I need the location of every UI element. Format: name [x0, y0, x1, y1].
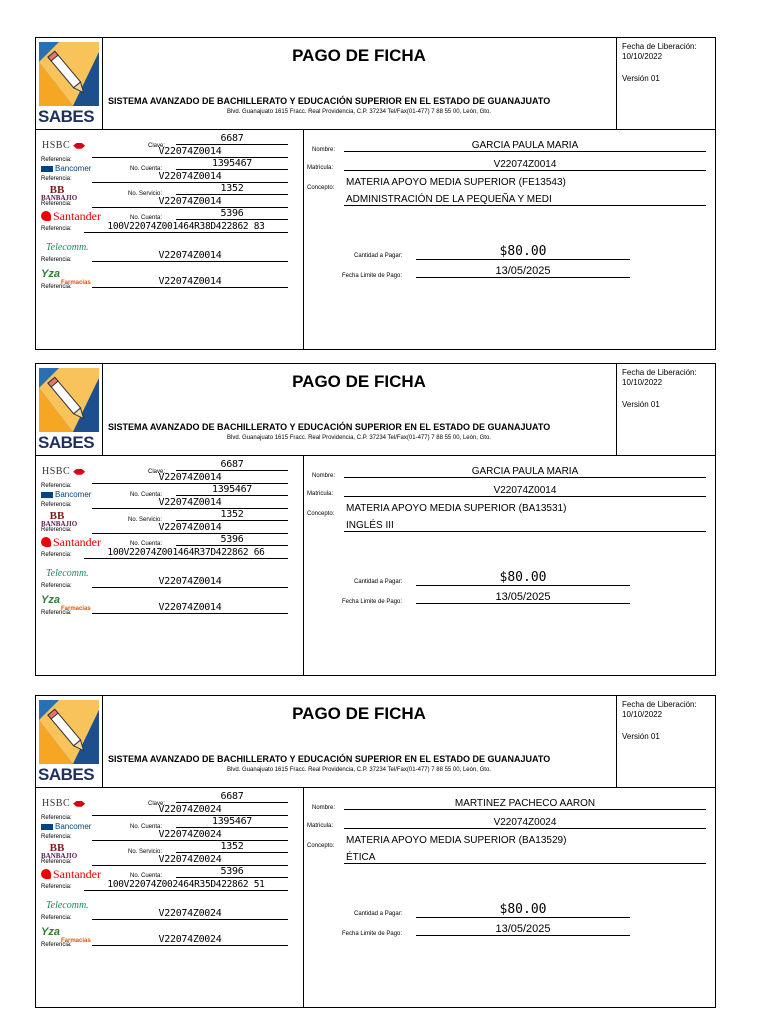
santander-reference: 100V22074Z001464R38D422862 83 [84, 221, 288, 233]
fecha-limite-label: Fecha Limite de Pago: [342, 273, 403, 279]
bancomer-reference: V22074Z0014 [92, 497, 288, 509]
bancomer-account: 1395467 [176, 158, 288, 170]
banbajio-logo: BB BANBAJIO [41, 842, 78, 860]
organization-name: SISTEMA AVANZADO DE BACHILLERATO Y EDUCACIÓN SUPERIOR EN EL ESTADO DE GUANAJUATO [108, 422, 551, 432]
referencia-label: Referencia: [41, 284, 72, 290]
page-title: PAGO DE FICHA [292, 372, 426, 391]
no-servicio-label: No. Servicio: [128, 191, 163, 197]
student-name: MARTINEZ PACHECO AARON [344, 798, 706, 810]
payment-slip [35, 37, 716, 350]
referencia-label: Referencia: [41, 527, 72, 533]
sabes-logo [36, 696, 103, 787]
yza-reference: V22074Z0014 [92, 276, 288, 288]
no-servicio-label: No. Servicio: [128, 849, 163, 855]
student-name: GARCIA PAULA MARIA [344, 140, 706, 152]
pencil-logo-icon [39, 700, 99, 764]
telecomm-logo: Telecomm. [46, 900, 89, 911]
bank-references-panel [36, 788, 304, 1007]
logo-text: SABES [38, 107, 95, 126]
payment-deadline: 13/05/2025 [416, 591, 630, 604]
organization-address: Blvd. Guanajuato 1615 Fracc. Real Providencia, C.P. 37234 Tel/Fax(01-477) 7 88 55 00, León, Gto. [227, 109, 491, 115]
nombre-label: Nombre: [312, 473, 336, 479]
bbva-icon [41, 492, 53, 498]
no-cuenta-label: No. Cuenta: [130, 873, 163, 879]
pencil-logo-icon [39, 42, 99, 106]
bank-references-panel [36, 456, 304, 675]
santander-flame-icon [41, 537, 51, 547]
hsbc-reference: V22074Z0014 [92, 146, 288, 158]
banbajio-service: 1352 [176, 509, 288, 521]
student-name: GARCIA PAULA MARIA [344, 466, 706, 478]
release-info [616, 364, 715, 455]
student-id: V22074Z0014 [344, 159, 706, 171]
clave-value: 6687 [176, 459, 288, 471]
no-cuenta-label: No. Cuenta: [130, 824, 163, 830]
bancomer-logo: Bancomer [41, 822, 91, 831]
referencia-label: Referencia: [41, 552, 72, 558]
banbajio-reference: V22074Z0024 [92, 854, 288, 866]
amount-due: $80.00 [416, 570, 630, 586]
cantidad-label: Cantidad a Pagar: [354, 579, 403, 585]
matricula-label: Matricula: [307, 823, 334, 829]
banbajio-logo: BB BANBAJIO [41, 510, 78, 528]
page-title: PAGO DE FICHA [292, 46, 426, 65]
pencil-logo-icon [39, 368, 99, 432]
release-date: 10/10/2022 [622, 52, 663, 61]
payment-deadline: 13/05/2025 [416, 265, 630, 278]
referencia-label: Referencia: [41, 583, 72, 589]
bank-references-panel [36, 130, 304, 349]
bancomer-account: 1395467 [176, 816, 288, 828]
amount-due: $80.00 [416, 244, 630, 260]
referencia-label: Referencia: [41, 915, 72, 921]
banbajio-reference: V22074Z0014 [92, 522, 288, 534]
referencia-label: Referencia: [41, 884, 72, 890]
clave-label: Clave: [148, 469, 166, 475]
bancomer-logo: Bancomer [41, 490, 91, 499]
santander-logo: Santander [41, 209, 101, 224]
bancomer-reference: V22074Z0014 [92, 171, 288, 183]
organization-name: SISTEMA AVANZADO DE BACHILLERATO Y EDUCACIÓN SUPERIOR EN EL ESTADO DE GUANAJUATO [108, 754, 551, 764]
version-label: Versión 01 [622, 732, 660, 741]
santander-flame-icon [41, 869, 51, 879]
yza-logo: Yza Farmacias [41, 926, 91, 944]
version-label: Versión 01 [622, 74, 660, 83]
no-cuenta-label: No. Cuenta: [130, 492, 163, 498]
santander-account: 5396 [176, 534, 288, 546]
sabes-logo [36, 38, 103, 129]
banbajio-service: 1352 [176, 183, 288, 195]
release-info [616, 38, 715, 129]
concepto-label: Concepto: [307, 185, 335, 191]
cantidad-label: Cantidad a Pagar: [354, 911, 403, 917]
clave-label: Clave: [148, 143, 166, 149]
hsbc-reference: V22074Z0024 [92, 804, 288, 816]
fecha-limite-label: Fecha Limite de Pago: [342, 931, 403, 937]
hsbc-hexagon-icon [73, 143, 85, 149]
concepto-label: Concepto: [307, 843, 335, 849]
release-info [616, 696, 715, 787]
concepto-line-1: MATERIA APOYO MEDIA SUPERIOR (FE13543) [346, 177, 566, 188]
slip-header [36, 38, 715, 130]
no-servicio-label: No. Servicio: [128, 517, 163, 523]
no-cuenta-label: No. Cuenta: [130, 541, 163, 547]
slip-header [36, 696, 715, 788]
clave-value: 6687 [176, 133, 288, 145]
student-info-panel [304, 130, 715, 349]
bancomer-logo: Bancomer [41, 164, 91, 173]
referencia-label: Referencia: [41, 257, 72, 263]
student-info-panel [304, 788, 715, 1007]
telecomm-reference: V22074Z0014 [92, 576, 288, 588]
bancomer-account: 1395467 [176, 484, 288, 496]
clave-label: Clave: [148, 801, 166, 807]
slip-header [36, 364, 715, 456]
hsbc-hexagon-icon [73, 801, 85, 807]
yza-logo: Yza Farmacias [41, 268, 91, 286]
referencia-label: Referencia: [41, 157, 72, 163]
no-cuenta-label: No. Cuenta: [130, 215, 163, 221]
telecomm-logo: Telecomm. [46, 568, 89, 579]
student-id: V22074Z0024 [344, 817, 706, 829]
matricula-label: Matricula: [307, 165, 334, 171]
organization-address: Blvd. Guanajuato 1615 Fracc. Real Providencia, C.P. 37234 Tel/Fax(01-477) 7 88 55 00, León, Gto. [227, 767, 491, 773]
banbajio-reference: V22074Z0014 [92, 196, 288, 208]
organization-address: Blvd. Guanajuato 1615 Fracc. Real Providencia, C.P. 37234 Tel/Fax(01-477) 7 88 55 00, León, Gto. [227, 435, 491, 441]
telecomm-logo: Telecomm. [46, 242, 89, 253]
referencia-label: Referencia: [41, 859, 72, 865]
santander-account: 5396 [176, 866, 288, 878]
santander-reference: 100V22074Z002464R35D422862 51 [84, 879, 288, 891]
bbva-icon [41, 166, 53, 172]
hsbc-logo: HSBC [42, 798, 85, 809]
referencia-label: Referencia: [41, 502, 72, 508]
concepto-line-2: ADMINISTRACIÓN DE LA PEQUEÑA Y MEDI [344, 194, 706, 206]
sabes-logo [36, 364, 103, 455]
organization-name: SISTEMA AVANZADO DE BACHILLERATO Y EDUCACIÓN SUPERIOR EN EL ESTADO DE GUANAJUATO [108, 96, 551, 106]
student-info-panel [304, 456, 715, 675]
logo-text: SABES [38, 433, 95, 452]
payment-slip [35, 363, 716, 676]
concepto-line-1: MATERIA APOYO MEDIA SUPERIOR (BA13531) [346, 503, 567, 514]
referencia-label: Referencia: [41, 176, 72, 182]
logo-text: SABES [38, 765, 95, 784]
referencia-label: Referencia: [41, 834, 72, 840]
release-label: Fecha de Liberación: [622, 42, 697, 51]
referencia-label: Referencia: [41, 201, 72, 207]
yza-logo: Yza Farmacias [41, 594, 91, 612]
no-cuenta-label: No. Cuenta: [130, 166, 163, 172]
referencia-label: Referencia: [41, 610, 72, 616]
concepto-label: Concepto: [307, 511, 335, 517]
referencia-label: Referencia: [41, 942, 72, 948]
student-id: V22074Z0014 [344, 485, 706, 497]
santander-logo: Santander [41, 867, 101, 882]
banbajio-service: 1352 [176, 841, 288, 853]
release-label: Fecha de Liberación: [622, 700, 697, 709]
nombre-label: Nombre: [312, 147, 336, 153]
release-date: 10/10/2022 [622, 378, 663, 387]
santander-account: 5396 [176, 208, 288, 220]
bancomer-reference: V22074Z0024 [92, 829, 288, 841]
referencia-label: Referencia: [41, 226, 72, 232]
hsbc-logo: HSBC [42, 140, 85, 151]
hsbc-reference: V22074Z0014 [92, 472, 288, 484]
referencia-label: Referencia: [41, 815, 72, 821]
concepto-line-2: INGLÉS III [344, 520, 706, 532]
referencia-label: Referencia: [41, 483, 72, 489]
santander-logo: Santander [41, 535, 101, 550]
fecha-limite-label: Fecha Limite de Pago: [342, 599, 403, 605]
banbajio-logo: BB BANBAJIO [41, 184, 78, 202]
payment-deadline: 13/05/2025 [416, 923, 630, 936]
bbva-icon [41, 824, 53, 830]
amount-due: $80.00 [416, 902, 630, 918]
concepto-line-2: ÉTICA [344, 852, 706, 864]
telecomm-reference: V22074Z0014 [92, 250, 288, 262]
concepto-line-1: MATERIA APOYO MEDIA SUPERIOR (BA13529) [346, 835, 567, 846]
release-date: 10/10/2022 [622, 710, 663, 719]
hsbc-hexagon-icon [73, 469, 85, 475]
hsbc-logo: HSBC [42, 466, 85, 477]
page-title: PAGO DE FICHA [292, 704, 426, 723]
telecomm-reference: V22074Z0024 [92, 908, 288, 920]
santander-flame-icon [41, 211, 51, 221]
yza-reference: V22074Z0014 [92, 602, 288, 614]
nombre-label: Nombre: [312, 805, 336, 811]
santander-reference: 100V22074Z001464R37D422862 66 [84, 547, 288, 559]
release-label: Fecha de Liberación: [622, 368, 697, 377]
matricula-label: Matricula: [307, 491, 334, 497]
yza-reference: V22074Z0024 [92, 934, 288, 946]
payment-slip [35, 695, 716, 1008]
cantidad-label: Cantidad a Pagar: [354, 253, 403, 259]
version-label: Versión 01 [622, 400, 660, 409]
clave-value: 6687 [176, 791, 288, 803]
